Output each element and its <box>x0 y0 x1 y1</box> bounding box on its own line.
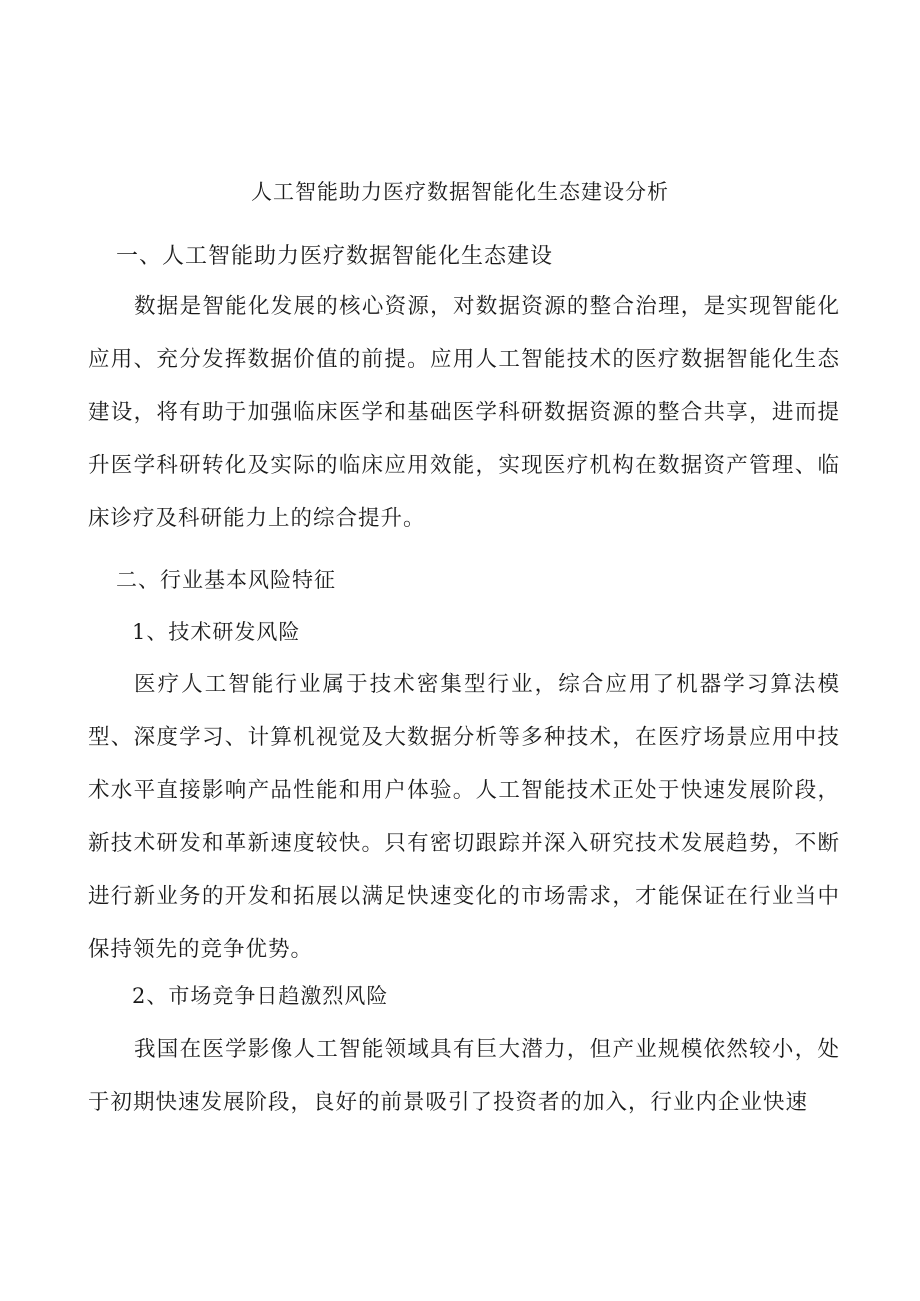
section-1-paragraph: 数据是智能化发展的核心资源，对数据资源的整合治理，是实现智能化应用、充分发挥数据价值的前提。应用人工智能技术的医疗数据智能化生态建设，将有助于加强临床医学和基础医学科研数据资源的整合共享，进而提升医学科研转化及实际的临床应用效能，实现医疗机构在数据资产管理、临床诊疗及科研能力上的综合提升。 <box>88 294 840 531</box>
subsection-2-heading: 2、市场竞争日趋激烈风险 <box>132 984 389 1008</box>
subsection-1-heading: 1、技术研发风险 <box>132 620 301 644</box>
subsection-1-paragraph: 医疗人工智能行业属于技术密集型行业，综合应用了机器学习算法模型、深度学习、计算机视觉及大数据分析等多种技术，在医疗场景应用中技术水平直接影响产品性能和用户体验。人工智能技术正处于快速发展阶段，新技术研发和革新速度较快。只有密切跟踪并深入研究技术发展趋势，不断进行新业务的开发和拓展以满足快速变化的市场需求，才能保证在行业当中保持领先的竞争优势。 <box>88 672 840 962</box>
section-2-heading: 二、行业基本风险特征 <box>116 568 336 592</box>
subsection-2-paragraph: 我国在医学影像人工智能领域具有巨大潜力，但产业规模依然较小，处于初期快速发展阶段，良好的前景吸引了投资者的加入，行业内企业快速 <box>88 1037 840 1115</box>
section-1-heading: 一、人工智能助力医疗数据智能化生态建设 <box>116 244 554 269</box>
document-title: 人工智能助力医疗数据智能化生态建设分析 <box>251 180 669 204</box>
